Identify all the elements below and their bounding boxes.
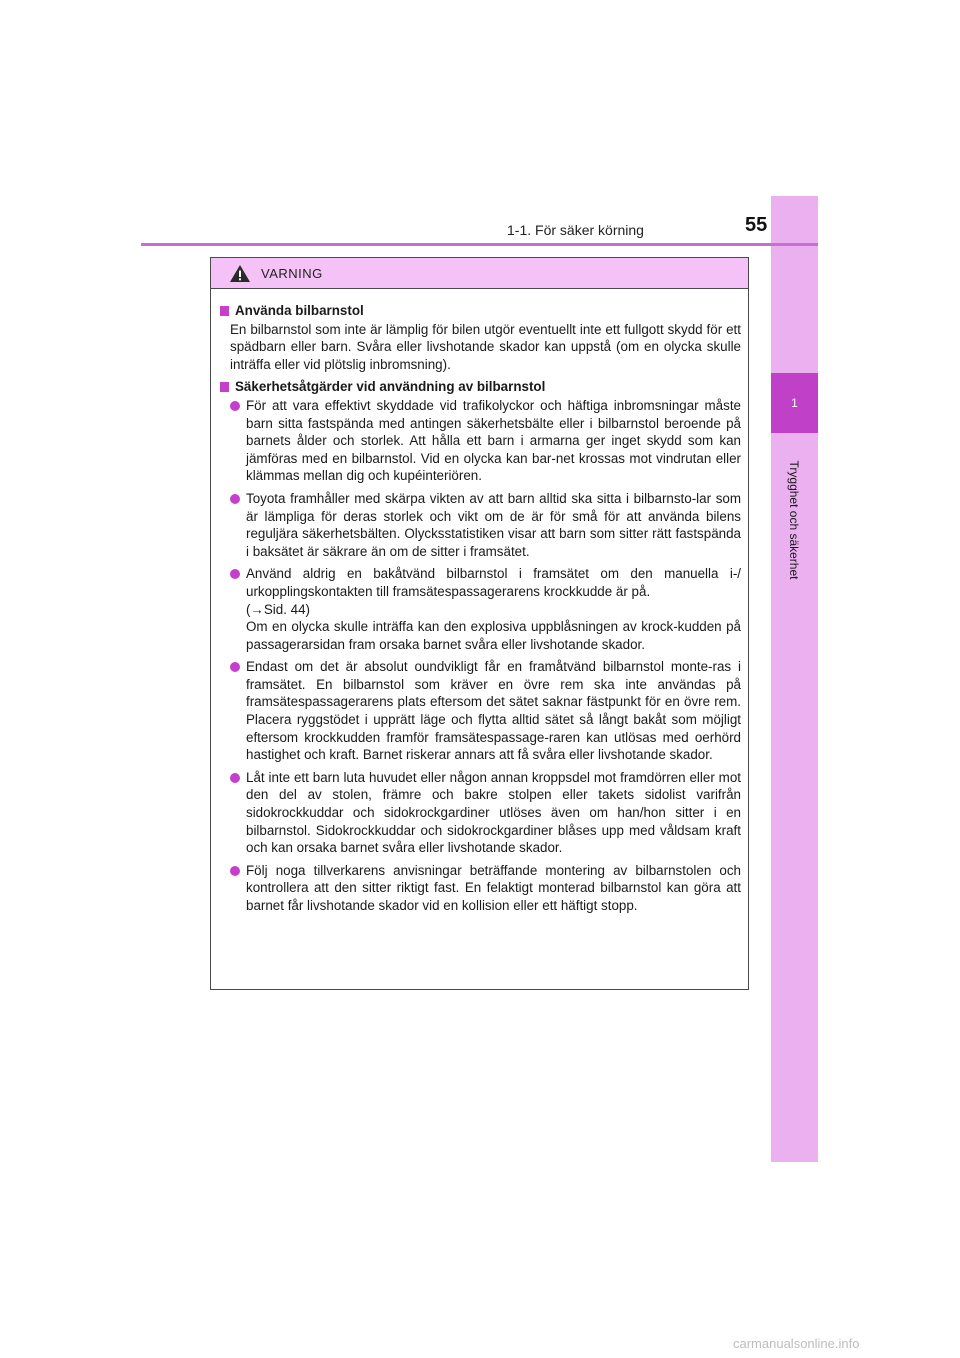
page-number: 55	[745, 214, 768, 236]
header-divider	[141, 243, 818, 246]
warning-body	[211, 289, 748, 915]
round-bullet-icon	[230, 569, 240, 579]
warning-bullet-item	[220, 565, 741, 653]
bullet-text: Endast om det är absolut oundvikligt får en framåtvänd bilbarnstol monte-ras i framsätet. En bilbarnstol som kräver en övre rem ska inte användas på framsätespassagerarens plats eftersom det sätet saknar fästpunkt för en övre rem. Placera ryggstödet i upprätt läge och flytta alltid sätet så långt bakåt som möjligt eftersom krockkudden framför framsätespassage-raren kan utlösas med oerhörd hastighet och kraft. Barnet riskerar annars att få svåra eller livshotande skador.	[246, 659, 741, 763]
warning-bullet-item	[220, 397, 741, 485]
heading-text: Säkerhetsåtgärder vid användning av bilbarnstol	[235, 379, 546, 395]
square-bullet-icon	[220, 382, 229, 392]
bullet-text: Använd aldrig en bakåtvänd bilbarnstol i framsätet om den manuella i-/ urkopplingskontakten till framsätespassagerarens krockkudde är på. (→Sid. 44) Om en olycka skulle inträffa kan den explosiva uppblåsningen av krock-kudden på passagerarsidan fram orsaka barnet svåra eller livshotande skador.	[246, 566, 741, 652]
round-bullet-icon	[230, 401, 240, 411]
warning-bullet-item	[220, 862, 741, 915]
warning-paragraph: En bilbarnstol som inte är lämplig för bilen utgör eventuellt inte ett fullgott skydd för ett spädbarn eller barn. Svåra eller livshotande skador kan uppstå (om en olycka skulle inträffa eller vid plötslig inbromsning).	[230, 321, 741, 372]
round-bullet-icon	[230, 773, 240, 783]
warning-section-heading	[220, 378, 741, 396]
round-bullet-icon	[230, 866, 240, 876]
chapter-side-tab	[771, 196, 818, 1162]
warning-bullet-item	[220, 769, 741, 857]
bullet-text: Låt inte ett barn luta huvudet eller någon annan kroppsdel mot framdörren eller mot den del av stolen, främre och bakre stolpen eller takets sidolist varifrån sidokrockkuddar och sidokrockgardiner utlöses även om han/hon sitter i en bilbarnstol. Sidokrockkuddar och sidokrockgardiner blåses upp med våldsam kraft och kan orsaka barnet svåra eller livshotande skador.	[246, 769, 741, 856]
warning-bullet-item	[220, 490, 741, 560]
warning-header	[211, 258, 748, 289]
round-bullet-icon	[230, 494, 240, 504]
bullet-text: Följ noga tillverkarens anvisningar beträffande montering av bilbarnstolen och kontrollera att den sitter riktigt fast. En felaktigt monterad bilbarnstol kan göra att barnet får livshotande skador vid en kollision eller ett häftigt stopp.	[246, 862, 741, 913]
bullet-text: För att vara effektivt skyddade vid trafikolyckor och häftiga inbromsningar måste barn sitta fastspända med antingen säkerhetsbälte eller i bilbarnstol beroende på barnets ålder och storlek. Att hålla ett barn i armarna ger inget skydd som kan jämföras med en bilbarnstol. Vid en olycka kan bar-net krossas mot vindrutan eller klämmas mellan dig och kupéinteriören.	[246, 397, 741, 484]
warning-bullet-item	[220, 658, 741, 764]
square-bullet-icon	[220, 306, 229, 316]
bullet-text: Toyota framhåller med skärpa vikten av att barn alltid ska sitta i bilbarnsto-lar som är lämpliga för deras storlek och vikt om de är för små för att använda bilens reguljära säkerhetsbälten. Olycksstatistiken visar att barn som sitter rätt fastspända i baksätet är säkrare än om de sitter i framsätet.	[246, 490, 741, 559]
chapter-number-tab[interactable]: 1	[771, 373, 818, 433]
warning-title: VARNING	[261, 265, 323, 281]
warning-box	[210, 257, 749, 990]
watermark: carmanualsonline.info	[733, 1336, 860, 1351]
section-title: 1-1. För säker körning	[507, 222, 644, 238]
warning-section-heading	[220, 302, 741, 320]
warning-triangle-icon	[229, 264, 251, 283]
round-bullet-icon	[230, 662, 240, 672]
chapter-title-vertical: Trygghet och säkerhet	[787, 460, 801, 580]
heading-text: Använda bilbarnstol	[235, 303, 364, 318]
